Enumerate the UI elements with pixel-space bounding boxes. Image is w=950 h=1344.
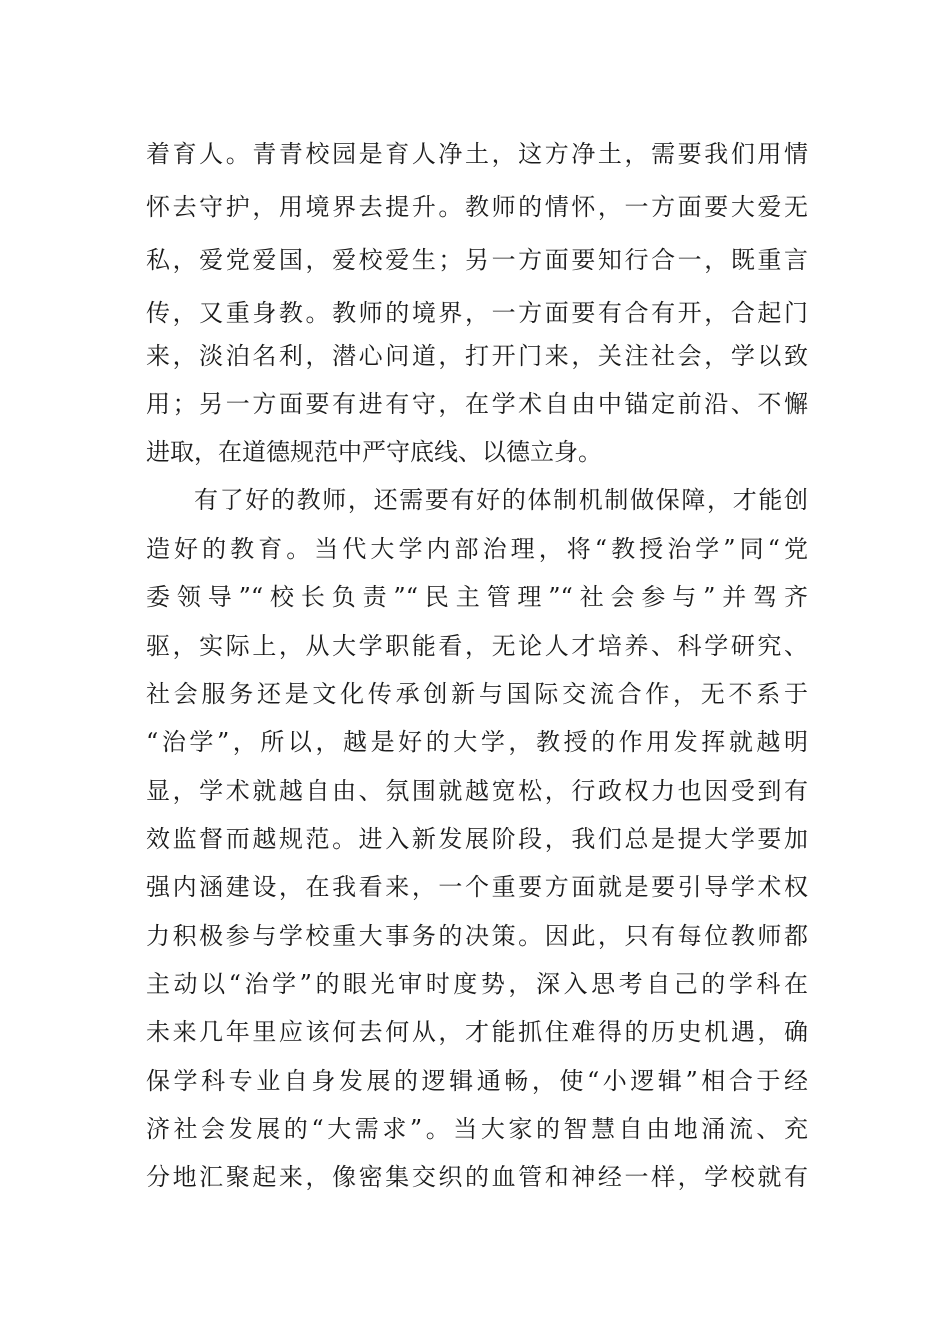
paragraph-2-line-7: 显，学术就越自由、氛围就越宽松，行政权力也因受到有 [146, 777, 808, 805]
paragraph-2-line-8: 效监督而越规范。进入新发展阶段，我们总是提大学要加 [146, 825, 808, 853]
paragraph-2-line-14: 济社会发展的“大需求”。当大家的智慧自由地涌流、充 [146, 1115, 808, 1143]
paragraph-2-line-2: 造好的教育。当代大学内部治理，将“教授治学”同“党 [146, 535, 808, 563]
paragraph-2-line-13: 保学科专业自身发展的逻辑通畅，使“小逻辑”相合于经 [146, 1067, 808, 1095]
paragraph-2-line-10: 力积极参与学校重大事务的决策。因此，只有每位教师都 [146, 922, 808, 950]
paragraph-1-line-7: 进取，在道德规范中严守底线、以德立身。 [146, 438, 602, 466]
paragraph-2-line-4: 驱，实际上，从大学职能看，无论人才培养、科学研究、 [146, 632, 808, 660]
paragraph-1-line-2: 怀去守护，用境界去提升。教师的情怀，一方面要大爱无 [146, 193, 808, 221]
paragraph-2-line-12: 未来几年里应该何去何从，才能抓住难得的历史机遇，确 [146, 1018, 808, 1046]
paragraph-2-line-9: 强内涵建设，在我看来，一个重要方面就是要引导学术权 [146, 873, 808, 901]
paragraph-1-line-4: 传，又重身教。教师的境界，一方面要有合有开，合起门 [146, 299, 808, 327]
paragraph-1-line-5: 来，淡泊名利，潜心问道，打开门来，关注社会，学以致 [146, 342, 808, 370]
paragraph-2-line-3: 委领导”“校长负责”“民主管理”“社会参与”并驾齐 [146, 583, 808, 611]
paragraph-2-line-5: 社会服务还是文化传承创新与国际交流合作，无不系于 [146, 680, 808, 708]
paragraph-1-line-3: 私，爱党爱国，爱校爱生；另一方面要知行合一，既重言 [146, 246, 808, 274]
paragraph-1-line-6: 用；另一方面要有进有守，在学术自由中锚定前沿、不懈 [146, 390, 808, 418]
paragraph-2-line-6: “治学”，所以，越是好的大学，教授的作用发挥就越明 [146, 728, 808, 756]
paragraph-2-line-11: 主动以“治学”的眼光审时度势，深入思考自己的学科在 [146, 970, 808, 998]
paragraph-2-line-1: 有了好的教师，还需要有好的体制机制做保障，才能创 [194, 486, 808, 514]
paragraph-2-line-15: 分地汇聚起来，像密集交织的血管和神经一样，学校就有 [146, 1163, 808, 1191]
paragraph-1-line-1: 着育人。青青校园是育人净土，这方净土，需要我们用情 [146, 140, 808, 168]
